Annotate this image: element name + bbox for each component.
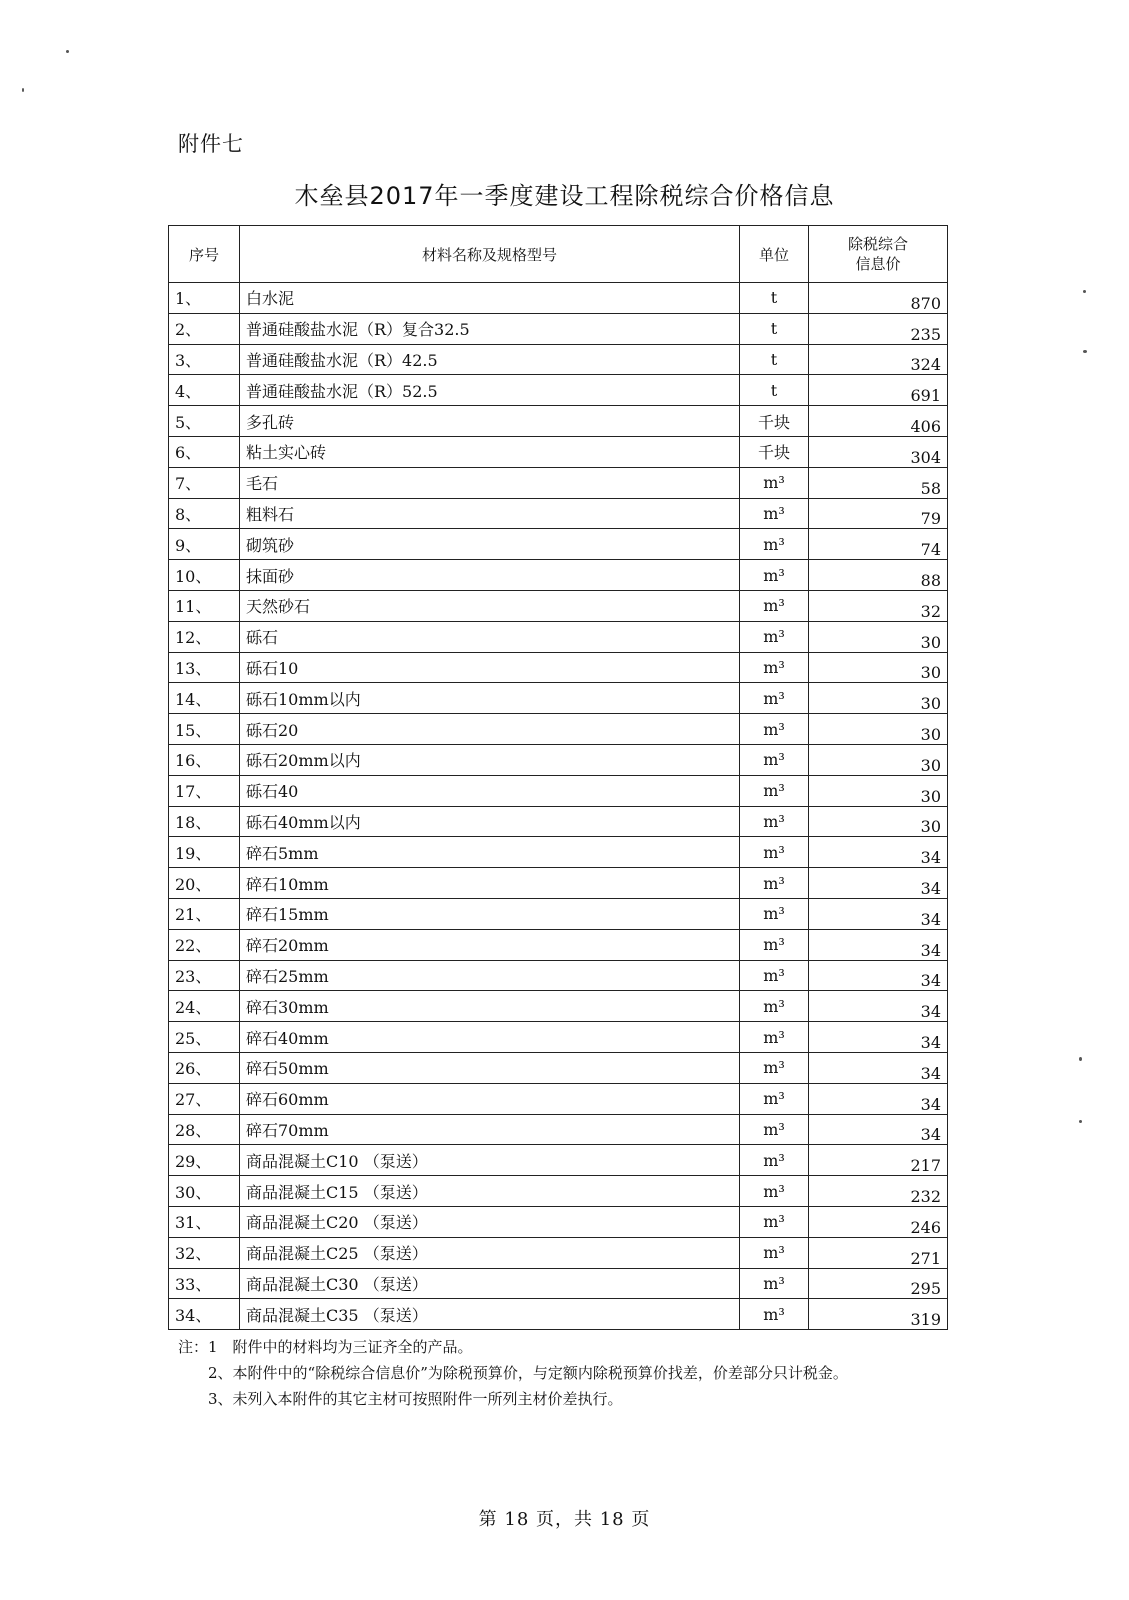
scan-speck [1083, 350, 1087, 353]
seq-cell: 10、 [169, 560, 240, 591]
price-cell: 58 [809, 467, 948, 498]
name-cell: 碎石70mm [240, 1114, 740, 1145]
table-row [169, 1083, 948, 1114]
name-cell: 碎石30mm [240, 991, 740, 1022]
name-cell: 砾石40mm以内 [240, 806, 740, 837]
unit-cell: m³ [740, 1176, 809, 1207]
seq-cell: 4、 [169, 375, 240, 406]
seq-cell: 30、 [169, 1176, 240, 1207]
unit-cell: m³ [740, 1268, 809, 1299]
table-row [169, 436, 948, 467]
table-row [169, 375, 948, 406]
table-row [169, 1145, 948, 1176]
unit-cell: m³ [740, 991, 809, 1022]
header-unit: 单位 [740, 226, 809, 283]
price-cell: 30 [809, 714, 948, 745]
seq-cell: 13、 [169, 652, 240, 683]
table-row [169, 991, 948, 1022]
price-cell: 870 [809, 283, 948, 314]
name-cell: 毛石 [240, 467, 740, 498]
unit-cell: m³ [740, 1083, 809, 1114]
table-row [169, 1022, 948, 1053]
table-row [169, 1176, 948, 1207]
price-cell: 30 [809, 621, 948, 652]
table-row [169, 406, 948, 437]
price-cell: 34 [809, 868, 948, 899]
unit-cell: t [740, 313, 809, 344]
table-row [169, 529, 948, 560]
header-price-line2: 信息价 [855, 255, 901, 273]
price-cell: 34 [809, 1022, 948, 1053]
price-cell: 295 [809, 1268, 948, 1299]
unit-cell: t [740, 344, 809, 375]
header-price-line1: 除税综合 [847, 235, 908, 253]
note-1: 注：1 附件中的材料均为三证齐全的产品。 [178, 1338, 473, 1356]
price-cell: 74 [809, 529, 948, 560]
scan-speck [1083, 290, 1086, 293]
name-cell: 商品混凝土C15 （泵送） [240, 1176, 740, 1207]
unit-cell: m³ [740, 1145, 809, 1176]
header-name: 材料名称及规格型号 [240, 226, 740, 283]
seq-cell: 20、 [169, 868, 240, 899]
table-row [169, 837, 948, 868]
table-row [169, 498, 948, 529]
header-seq: 序号 [169, 226, 240, 283]
scan-speck [1079, 1057, 1082, 1061]
seq-cell: 28、 [169, 1114, 240, 1145]
unit-cell: t [740, 283, 809, 314]
unit-cell: m³ [740, 498, 809, 529]
unit-cell: m³ [740, 868, 809, 899]
unit-cell: m³ [740, 560, 809, 591]
seq-cell: 17、 [169, 775, 240, 806]
note-3: 3、未列入本附件的其它主材可按照附件一所列主材价差执行。 [208, 1390, 623, 1408]
name-cell: 砾石 [240, 621, 740, 652]
seq-cell: 24、 [169, 991, 240, 1022]
seq-cell: 29、 [169, 1145, 240, 1176]
seq-cell: 3、 [169, 344, 240, 375]
unit-cell: m³ [740, 960, 809, 991]
unit-cell: m³ [740, 898, 809, 929]
unit-cell: m³ [740, 621, 809, 652]
price-cell: 30 [809, 806, 948, 837]
name-cell: 普通硅酸盐水泥（R）42.5 [240, 344, 740, 375]
price-cell: 34 [809, 1114, 948, 1145]
seq-cell: 31、 [169, 1206, 240, 1237]
name-cell: 碎石15mm [240, 898, 740, 929]
unit-cell: m³ [740, 467, 809, 498]
name-cell: 砾石20mm以内 [240, 744, 740, 775]
name-cell: 抹面砂 [240, 560, 740, 591]
unit-cell: m³ [740, 1052, 809, 1083]
name-cell: 普通硅酸盐水泥（R）复合32.5 [240, 313, 740, 344]
price-cell: 34 [809, 991, 948, 1022]
name-cell: 碎石5mm [240, 837, 740, 868]
table-row [169, 1052, 948, 1083]
name-cell: 商品混凝土C10 （泵送） [240, 1145, 740, 1176]
unit-cell: m³ [740, 837, 809, 868]
name-cell: 多孔砖 [240, 406, 740, 437]
price-cell: 217 [809, 1145, 948, 1176]
unit-cell: 千块 [740, 436, 809, 467]
unit-cell: m³ [740, 1114, 809, 1145]
seq-cell: 14、 [169, 683, 240, 714]
price-cell: 271 [809, 1237, 948, 1268]
seq-cell: 7、 [169, 467, 240, 498]
name-cell: 白水泥 [240, 283, 740, 314]
seq-cell: 33、 [169, 1268, 240, 1299]
name-cell: 商品混凝土C35 （泵送） [240, 1299, 740, 1330]
table-row [169, 1299, 948, 1330]
table-row [169, 1237, 948, 1268]
unit-cell: m³ [740, 744, 809, 775]
seq-cell: 16、 [169, 744, 240, 775]
seq-cell: 18、 [169, 806, 240, 837]
unit-cell: m³ [740, 806, 809, 837]
name-cell: 粗料石 [240, 498, 740, 529]
price-cell: 34 [809, 898, 948, 929]
name-cell: 砌筑砂 [240, 529, 740, 560]
table-row [169, 1268, 948, 1299]
unit-cell: m³ [740, 929, 809, 960]
price-cell: 319 [809, 1299, 948, 1330]
price-cell: 246 [809, 1206, 948, 1237]
header-price [809, 226, 948, 283]
name-cell: 砾石40 [240, 775, 740, 806]
price-cell: 34 [809, 1083, 948, 1114]
price-cell: 30 [809, 683, 948, 714]
seq-cell: 2、 [169, 313, 240, 344]
seq-cell: 27、 [169, 1083, 240, 1114]
table-row [169, 929, 948, 960]
table-row [169, 868, 948, 899]
price-table [168, 225, 948, 1330]
unit-cell: m³ [740, 714, 809, 745]
name-cell: 粘土实心砖 [240, 436, 740, 467]
unit-cell: m³ [740, 652, 809, 683]
seq-cell: 34、 [169, 1299, 240, 1330]
seq-cell: 6、 [169, 436, 240, 467]
table-row [169, 344, 948, 375]
table-row [169, 621, 948, 652]
price-cell: 30 [809, 652, 948, 683]
table-row [169, 714, 948, 745]
notes [178, 1334, 938, 1412]
price-cell: 34 [809, 837, 948, 868]
table-row [169, 283, 948, 314]
price-cell: 304 [809, 436, 948, 467]
unit-cell: m³ [740, 1299, 809, 1330]
scan-speck [1079, 1120, 1082, 1123]
table-row [169, 590, 948, 621]
name-cell: 碎石40mm [240, 1022, 740, 1053]
name-cell: 商品混凝土C20 （泵送） [240, 1206, 740, 1237]
price-cell: 324 [809, 344, 948, 375]
name-cell: 天然砂石 [240, 590, 740, 621]
seq-cell: 15、 [169, 714, 240, 745]
seq-cell: 1、 [169, 283, 240, 314]
unit-cell: m³ [740, 1206, 809, 1237]
price-cell: 691 [809, 375, 948, 406]
name-cell: 碎石10mm [240, 868, 740, 899]
table-row [169, 744, 948, 775]
price-cell: 30 [809, 744, 948, 775]
name-cell: 碎石20mm [240, 929, 740, 960]
price-cell: 232 [809, 1176, 948, 1207]
price-cell: 34 [809, 960, 948, 991]
table-row [169, 313, 948, 344]
document-title: 木垒县2017年一季度建设工程除税综合价格信息 [294, 182, 835, 210]
name-cell: 砾石20 [240, 714, 740, 745]
unit-cell: m³ [740, 590, 809, 621]
price-cell: 30 [809, 775, 948, 806]
seq-cell: 19、 [169, 837, 240, 868]
table-body [169, 283, 948, 1330]
name-cell: 砾石10mm以内 [240, 683, 740, 714]
seq-cell: 32、 [169, 1237, 240, 1268]
unit-cell: m³ [740, 1022, 809, 1053]
seq-cell: 8、 [169, 498, 240, 529]
name-cell: 碎石60mm [240, 1083, 740, 1114]
price-cell: 32 [809, 590, 948, 621]
table-row [169, 806, 948, 837]
table-row [169, 652, 948, 683]
price-cell: 79 [809, 498, 948, 529]
seq-cell: 25、 [169, 1022, 240, 1053]
table-row [169, 1206, 948, 1237]
unit-cell: 千块 [740, 406, 809, 437]
table-row [169, 683, 948, 714]
unit-cell: m³ [740, 683, 809, 714]
name-cell: 砾石10 [240, 652, 740, 683]
price-cell: 88 [809, 560, 948, 591]
seq-cell: 9、 [169, 529, 240, 560]
table-row [169, 467, 948, 498]
table-row [169, 560, 948, 591]
table-row [169, 960, 948, 991]
unit-cell: m³ [740, 529, 809, 560]
page-footer: 第 18 页，共 18 页 [478, 1509, 651, 1530]
name-cell: 商品混凝土C25 （泵送） [240, 1237, 740, 1268]
table-row [169, 1114, 948, 1145]
table-header-row [169, 226, 948, 283]
seq-cell: 5、 [169, 406, 240, 437]
table-row [169, 775, 948, 806]
name-cell: 碎石50mm [240, 1052, 740, 1083]
name-cell: 普通硅酸盐水泥（R）52.5 [240, 375, 740, 406]
scan-speck [66, 50, 69, 53]
attachment-label: 附件七 [178, 132, 244, 156]
scan-speck [22, 88, 24, 92]
unit-cell: m³ [740, 1237, 809, 1268]
table-row [169, 898, 948, 929]
unit-cell: t [740, 375, 809, 406]
name-cell: 碎石25mm [240, 960, 740, 991]
name-cell: 商品混凝土C30 （泵送） [240, 1268, 740, 1299]
price-cell: 34 [809, 1052, 948, 1083]
seq-cell: 12、 [169, 621, 240, 652]
unit-cell: m³ [740, 775, 809, 806]
price-cell: 235 [809, 313, 948, 344]
note-2: 2、本附件中的“除税综合信息价”为除税预算价，与定额内除税预算价找差，价差部分只计税金。 [208, 1364, 848, 1382]
seq-cell: 26、 [169, 1052, 240, 1083]
price-cell: 406 [809, 406, 948, 437]
seq-cell: 22、 [169, 929, 240, 960]
price-cell: 34 [809, 929, 948, 960]
seq-cell: 23、 [169, 960, 240, 991]
seq-cell: 11、 [169, 590, 240, 621]
seq-cell: 21、 [169, 898, 240, 929]
